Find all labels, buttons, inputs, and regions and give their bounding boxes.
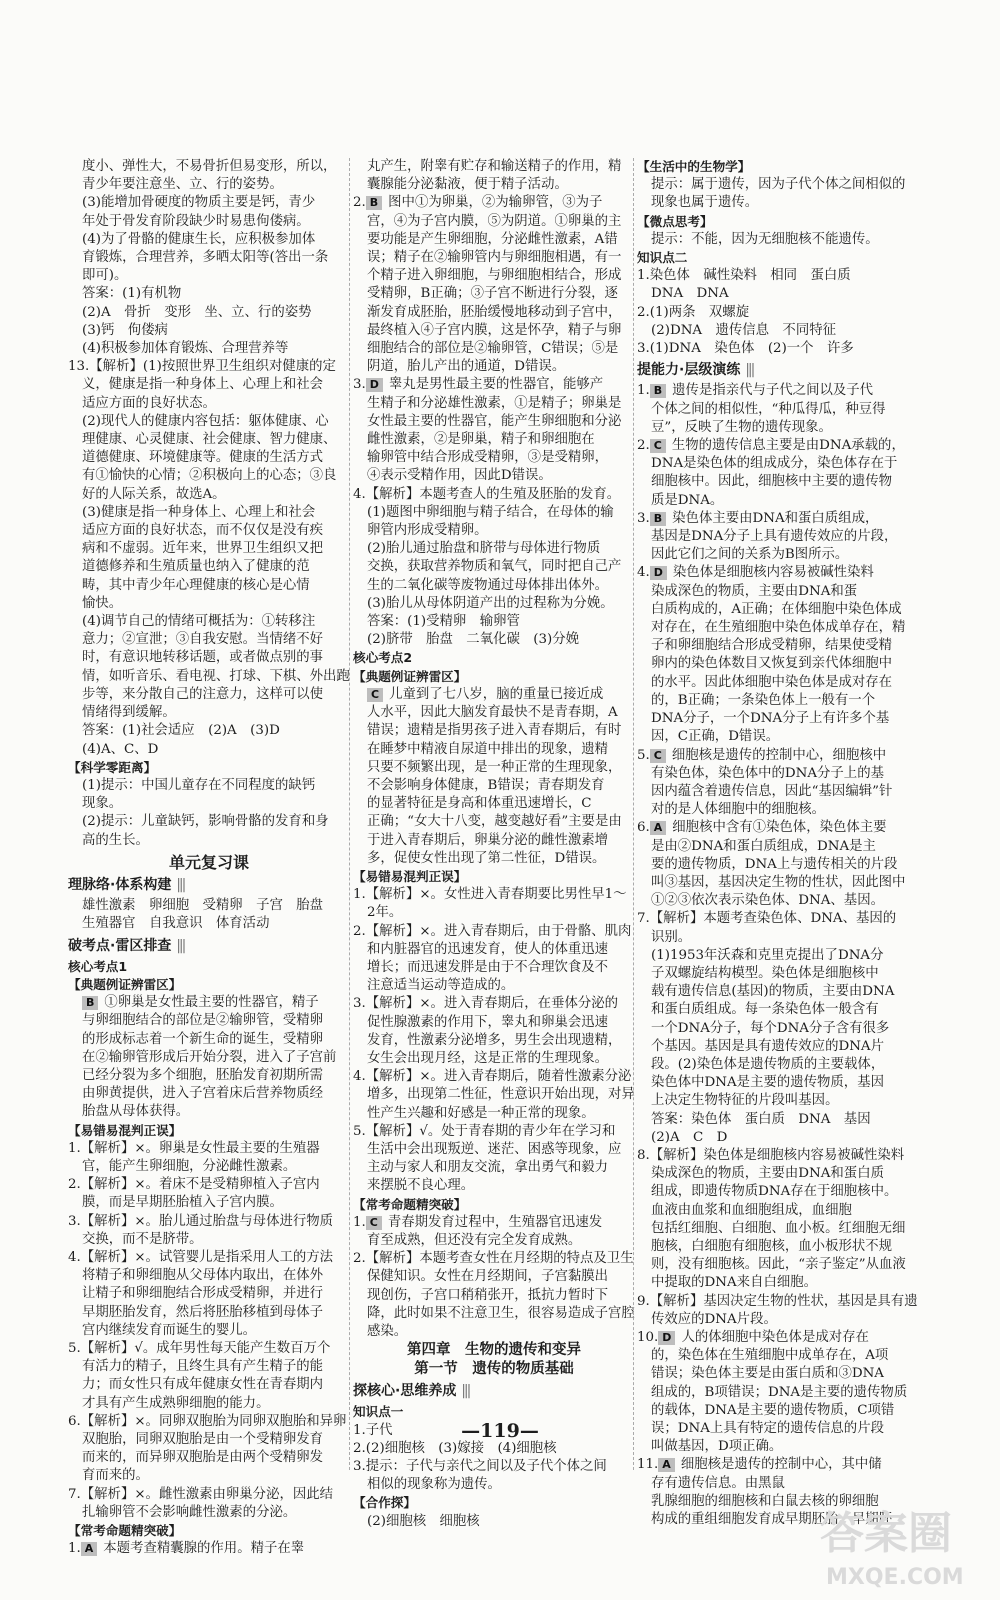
text-line: 因此它们之间的关系为B图所示。: [651, 547, 849, 563]
text-line: 相似的现象称为遗传。: [367, 1477, 501, 1493]
text-line: 染成深色的物质，主要由DNA和蛋白质: [651, 1166, 884, 1182]
text-line: 细胞核中。因此，细胞核中主要的遗传物: [651, 474, 893, 490]
text-line: 个精子进入卵细胞，与卵细胞相结合，形成: [367, 268, 622, 284]
text-line: [68, 1540, 350, 1558]
text-line: 细胞结合的部位是②输卵管，C错误；⑤是: [367, 341, 619, 357]
text-line-content: 图中①为卵巢，②为输卵管，③为子: [388, 195, 603, 211]
column-middle: [353, 158, 635, 1529]
text-line: 2.(2)细胞核 (3)嫁接 (4)细胞核: [353, 1440, 557, 1456]
text-line: (2)现代人的健康内容包括：躯体健康、心: [82, 413, 329, 429]
answer-box: A: [658, 1458, 675, 1472]
text-line: 而来的，而异卵双胞胎是由两个受精卵发: [82, 1450, 324, 1466]
text-line: 才具有产生成熟卵细胞的能力。: [82, 1395, 270, 1411]
text-line: 现象。: [82, 796, 123, 812]
text-line: 豆”，反映了生物的遗传现象。: [651, 419, 832, 435]
section-header-text: 破考点·雷区排查: [68, 937, 172, 954]
text-line: 的载体，DNA是主要的遗传物质，C项错: [651, 1402, 895, 1418]
text-line: 雌性激素，②是卵巢，精子和卵细胞在: [367, 432, 595, 448]
text-line: (2)细胞核 细胞核: [367, 1513, 480, 1529]
text-line: 阴道，胎儿产出的通道，D错误。: [367, 359, 566, 375]
text-line: 官，能产生卵细胞，分泌雌性激素。: [82, 1158, 297, 1174]
item-number: 2.: [637, 438, 650, 454]
text-line: [637, 819, 927, 837]
text-line-content: 儿童到了七八岁，脑的重量已接近成: [389, 686, 604, 702]
text-line: 载有遗传信息(基因)的物质，主要由DNA: [651, 984, 895, 1000]
answer-line: 答案：(1)有机物: [82, 286, 182, 302]
text-line: 和内脏器官的迅速发育，使人的体重迅速: [367, 941, 609, 957]
text-line: 最终植入④子宫内膜，这是怀孕，精子与卵: [367, 322, 622, 338]
text-line: 义，健康是指一种身体上、心理上和社会: [82, 377, 324, 393]
text-line: 上决定生物特征的片段叫基因。: [651, 1093, 839, 1109]
text-line: 则，没有细胞核。因此，“亲子鉴定”从血液: [651, 1257, 906, 1273]
sub-header: 知识点二: [637, 250, 688, 266]
text-line: 识别。: [651, 929, 692, 945]
text-line: 传效应的DNA片段。: [651, 1311, 777, 1327]
text-line: DNA DNA: [651, 286, 729, 302]
text-line: 感染。: [367, 1324, 408, 1339]
column-divider: [633, 158, 634, 1470]
text-line: 胞核，白细胞有细胞核，血小板形状不规: [651, 1238, 893, 1254]
question-13: 13.【解析】(1)按照世界卫生组织对健康的定: [68, 359, 336, 375]
text-line: 5.【解析】√。处于青春期的青少年在学习和: [353, 1123, 616, 1139]
text-line: 基因是DNA分子上具有遗传效应的片段，: [651, 529, 898, 545]
text-line: 叫做基因，D项正确。: [651, 1439, 783, 1455]
column-right: [637, 158, 927, 1528]
text-line: 1.【解析】×。卵巢是女性最主要的生殖器: [68, 1140, 320, 1156]
answer-box: D: [650, 566, 667, 580]
text-line: 要功能是产生卵细胞，分泌雌性激素，A错: [367, 231, 618, 247]
answer-line: 答案：染色体 蛋白质 DNA 基因: [651, 1111, 871, 1127]
text-line: 7.【解析】本题考查染色体、DNA、基因的: [637, 911, 897, 927]
text-line: 渐发育成胚胎，胚胎缓慢地移动到子宫中，: [367, 304, 622, 320]
text-line: 3.【解析】×。进入青春期后，在垂体分泌的: [353, 996, 619, 1012]
text-line: 的水平。因此体细胞中染色体是成对存在: [651, 674, 893, 690]
text-line: ①②③依次表示染色体、DNA、基因。: [651, 893, 884, 909]
text-line: [637, 564, 927, 582]
text-line: [637, 510, 927, 528]
text-line-content: ①卵巢是女性最主要的性器官，精子: [104, 995, 319, 1011]
text-line: 促性腺激素的作用下，睾丸和卵巢会迅速: [367, 1014, 609, 1030]
answer-box: C: [367, 688, 383, 702]
answer-box: C: [650, 749, 666, 763]
text-line: 白质构成的，A正确；在体细胞中染色体成: [651, 601, 902, 617]
text-line: 度小、弹性大，不易骨折但易变形，所以，: [82, 159, 337, 174]
text-line: 囊腺能分泌黏液，便于精子活动。: [367, 177, 568, 193]
text-line: 生精子和分泌雄性激素，①是精子；卵巢是: [367, 395, 622, 411]
text-line: 1.子代: [353, 1422, 393, 1438]
answer-line: 答案：(1)社会适应 (2)A (3)D: [82, 723, 280, 739]
text-line: 保健知识。女性在月经期间，子宫黏膜出: [367, 1269, 609, 1285]
text-line: 染色体中DNA是主要的遗传物质，基因: [651, 1075, 884, 1091]
text-line: 现创伤，子宫口稍稍张开，抵抗力暂时下: [367, 1287, 609, 1303]
text-line: 生的二氧化碳等废物通过母体排出体外。: [367, 577, 609, 593]
text-line: 1.染色体 碱性染料 相同 蛋白质: [637, 268, 851, 284]
section-header-text: 提能力·层级演练: [637, 362, 741, 379]
item-number: 1.: [637, 383, 650, 399]
text-line-content: 人的体细胞中染色体是成对存在: [681, 1330, 869, 1345]
text-line: 对的是人体细胞中的细胞核。: [651, 802, 826, 818]
section-header: 探核心·思维养成 |||: [353, 1383, 470, 1400]
text-line: 情，如听音乐、看电视、打球、下棋、外出跑: [82, 668, 350, 684]
text-line: 要的遗传物质，DNA上与遗传相关的片段: [651, 856, 898, 872]
text-line: 9.【解析】基因决定生物的性状，基因是具有遗: [637, 1293, 918, 1309]
text-line: 的显著特征是身高和体重迅速增长，C: [367, 796, 592, 812]
item-number: 10.: [637, 1330, 659, 1345]
item-number: 2.: [353, 195, 366, 211]
answer-box: A: [81, 1542, 98, 1556]
text-line: 叫③基因，基因决定生物的性状，因此图中: [651, 874, 906, 890]
item-number: 1.: [68, 1541, 81, 1557]
text-line: (1)提示：中国儿童存在不同程度的缺钙: [82, 777, 316, 793]
text-line: (1)题图中卵细胞与精子结合，在母体的输: [367, 504, 614, 520]
text-line: [637, 437, 927, 455]
text-line: 2.【解析】×。着床不是受精卵植入子宫内: [68, 1177, 320, 1193]
text-line-content: 青春期发育过程中，生殖器官迅速发: [387, 1214, 603, 1230]
text-line-content: 细胞核是遗传的控制中心，其中储: [680, 1457, 882, 1473]
text-line: 只要不频繁出现，是一种正常的生理现象，: [367, 759, 622, 775]
section-label: 【典题例证辨雷区】: [68, 976, 182, 992]
text-line: 有①愉快的心情；②积极向上的心态；③良: [82, 468, 337, 484]
text-line: 2.【解析】×。进入青春期后，由于骨骼、肌肉: [353, 923, 632, 939]
section-header-text: 理脉络·体系构建: [68, 876, 172, 893]
text-line: 增长；而迅速发胖是由于不合理饮食及不: [367, 959, 609, 975]
text-line: DNA是染色体的组成成分，染色体存在于: [651, 456, 898, 472]
text-line: 于进入青春期后，卵巢分泌的雌性激素增: [367, 832, 609, 848]
text-line: 育至成熟，但还没有完全发育成熟。: [367, 1232, 582, 1248]
text-line: (4)积极参加体育锻炼、合理营养等: [82, 341, 289, 357]
text-line: [637, 1329, 927, 1347]
text-line: 时，有意识地转移话题，或者做点别的事: [82, 650, 324, 666]
text-line: 因内蕴含着遗传信息，因此“基因编辑”针: [651, 783, 893, 799]
text-line: 理健康、心灵健康、社会健康、智力健康、: [82, 432, 337, 448]
answer-box: B: [82, 996, 98, 1010]
text-line: 3.提示：子代与亲代之间以及子代个体之间: [353, 1459, 607, 1475]
text-line-content: 染色体是细胞核内容易被碱性染料: [672, 565, 874, 581]
text-line: 宫内继续发育而诞生的婴儿。: [82, 1322, 257, 1338]
text-line: 和蛋白质组成。每一条染色体一般含有: [651, 1002, 879, 1018]
text-line: [637, 1456, 927, 1474]
text-line: 个体之间的相似性，“种瓜得瓜，种豆得: [651, 401, 886, 417]
text-line: 子和卵细胞结合形成受精卵，结果使受精: [651, 638, 893, 654]
sub-header: 核心考点1: [68, 958, 128, 974]
text-line: 育锻炼，合理营养，多晒太阳等(答出一条: [82, 250, 329, 266]
text-line: 4.【解析】本题考查人的生殖及胚胎的发育。: [353, 486, 621, 502]
text-line: (4)调节自己的情绪可概括为：①转移注: [82, 614, 316, 630]
text-line: (2)脐带 胎盘 二氧化碳 (3)分娩: [367, 632, 580, 648]
column-left: [68, 158, 350, 1557]
item-number: 5.: [637, 747, 650, 763]
section-label: 【常考命题精突破】: [353, 1196, 467, 1212]
text-line: 注意适当运动等造成的。: [367, 978, 515, 994]
text-line: 个基因。基因是具有遗传效应的DNA片: [651, 1038, 884, 1054]
text-line: 段。(2)染色体是遗传物质的主要载体，: [651, 1056, 885, 1072]
text-line: 提示：不能，因为无细胞核不能遗传。: [651, 231, 879, 247]
text-line: 道德修养和生殖质量也纳入了健康的范: [82, 559, 310, 575]
page-number: —119—: [461, 1420, 539, 1442]
section-label: 【生活中的生物学】: [637, 159, 751, 174]
answer-box: C: [650, 439, 666, 453]
text-line: 中提取的DNA来自白细胞。: [651, 1275, 818, 1291]
answer-box: B: [650, 384, 666, 398]
answer-box: D: [366, 378, 383, 392]
text-line-content: 睾丸是男性最主要的性器官，能够产: [388, 377, 604, 393]
text-line: 2.(1)两条 双螺旋: [637, 304, 750, 320]
text-line: (2)胎儿通过胎盘和脐带与母体进行物质: [367, 541, 601, 557]
section-label: 【典题例证辨雷区】: [353, 668, 467, 684]
unit-review-title: 单元复习课: [168, 852, 249, 872]
text-line: 血液由血浆和血细胞组成，血细胞: [651, 1202, 852, 1218]
text-line: 在②输卵管形成后开始分裂，进入了子宫前: [82, 1049, 337, 1065]
watermark-logo: [812, 1496, 982, 1592]
text-line: [353, 194, 635, 212]
watermark-site: MXQE.COM: [826, 1565, 964, 1590]
text-line: 一个DNA分子，每个DNA分子含有很多: [651, 1020, 890, 1036]
text-line: 降，此时如果不注意卫生，很容易造成子宫腔: [367, 1305, 635, 1321]
text-line: 发育，性激素分泌增多，男生会出现遗精，: [367, 1032, 622, 1048]
text-line: 交换，而不是脐带。: [82, 1231, 203, 1247]
section-header: 提能力·层级演练 |||: [637, 362, 754, 379]
text-line: 生活中会出现叛逆、迷茫、困惑等现象，应: [367, 1141, 622, 1157]
section-label: 【易错易混判正误】: [353, 868, 467, 884]
section-header: 理脉络·体系构建 |||: [68, 876, 185, 893]
text-line: (3)钙 佝偻病: [82, 322, 168, 338]
section-label: 【常考命题精突破】: [68, 1523, 182, 1539]
text-line: 7.【解析】×。雌性激素由卵巢分泌，因此结: [68, 1486, 334, 1502]
section-header: 破考点·雷区排查 |||: [68, 937, 185, 954]
text-line: 青少年要注意坐、立、行的姿势。: [82, 177, 283, 193]
text-line: 乳腺细胞的细胞核和白鼠去核的卵细胞: [651, 1493, 879, 1509]
column-divider: [349, 158, 350, 1470]
text-line: 组成的，B项错误；DNA是主要的遗传物质: [651, 1384, 908, 1400]
text-line: 道德健康、环境健康等。健康的生活方式: [82, 450, 324, 466]
text-line: 质是DNA。: [651, 492, 724, 508]
text-line: 现象也属于遗传。: [651, 195, 759, 211]
text-line: 胎盘从母体获得。: [82, 1104, 190, 1120]
text-line-content: 生物的遗传信息主要是由DNA承载的，: [671, 438, 905, 454]
text-line: 让精子和卵细胞结合形成受精卵，并进行: [82, 1286, 324, 1302]
text-line-content: 细胞核中含有①染色体，染色体主要: [672, 820, 887, 836]
answer-box: C: [366, 1216, 382, 1230]
text-line: 对存在，在生殖细胞中染色体成单存在，精: [651, 620, 906, 636]
text-line: 在睡梦中精液自尿道中排出的现象，遗精: [367, 741, 609, 757]
text-line: 受精卵，B正确；③子宫不断进行分裂，逐: [367, 286, 618, 302]
text-line: 性产生兴趣和好感是一种正常的现象。: [367, 1105, 595, 1121]
text-line: 情绪得到缓解。: [82, 705, 176, 721]
text-line-content: 细胞核是遗传的控制中心，细胞核中: [671, 747, 887, 763]
text-line: 女生会出现月经，这是正常的生理现象。: [367, 1050, 609, 1066]
text-line: 子双螺旋结构模型。染色体是细胞核中: [651, 965, 879, 981]
text-line: 8.【解析】染色体是细胞核内容易被碱性染料: [637, 1147, 905, 1163]
answer-line: 答案：(1)受精卵 输卵管: [367, 614, 520, 630]
text-line: 包括红细胞、白细胞、血小板。红细胞无细: [651, 1220, 906, 1236]
text-line: [637, 747, 927, 765]
text-line: 将精子和卵细胞从父母体内取出，在体外: [82, 1268, 324, 1284]
text-line: 6.【解析】×。同卵双胞胎为同卵双胞胎和异卵: [68, 1413, 347, 1429]
item-number: 11.: [637, 1457, 659, 1473]
item-number: 4.: [637, 565, 650, 581]
section-label: 【易错易混判正误】: [68, 1122, 182, 1138]
text-line: (4)A、C、D: [82, 741, 159, 757]
text-line: (2)提示：儿童缺钙，影响骨骼的发育和身: [82, 814, 329, 830]
section-header-text: 探核心·思维养成: [353, 1383, 457, 1400]
text-line: (2)DNA 遗传信息 不同特征: [651, 322, 836, 338]
text-line: 宫，④为子宫内膜，⑤为阴道。①卵巢的主: [367, 213, 622, 229]
text-line: 误；精子在②输卵管内与卵细胞相遇，有一: [367, 250, 622, 266]
watermark-text: 答案圈: [820, 1508, 952, 1559]
text-line: 适应方面的良好状态。: [82, 395, 216, 411]
text-line: 膜，而是早期胚胎植入子宫内膜。: [82, 1195, 283, 1211]
text-line: 的，B正确；一条染色体上一般有一个: [651, 692, 876, 708]
text-line: 年处于骨发育阶段缺少时易患佝偻病。: [82, 213, 310, 229]
text-line: ④表示受精作用，因此D错误。: [367, 468, 552, 484]
text-line: 增多，出现第二性征，性意识开始出现，对异: [367, 1087, 635, 1103]
text-line: 早期胚胎发育，然后将胚胎移植到母体子: [82, 1304, 324, 1320]
text-line-content: 染色体主要由DNA和蛋白质组成，: [672, 510, 879, 526]
text-line: 主动与家人和朋友交流，拿出勇气和毅力: [367, 1160, 609, 1176]
text-line: [353, 376, 635, 394]
text-line: (2)A 骨折 变形 坐、立、行的姿势: [82, 304, 312, 320]
text-line: 人水平，因此大脑发育最快不是青春期，A: [367, 705, 618, 721]
text-line: 误；DNA上具有特定的遗传信息的片段: [651, 1421, 884, 1437]
item-number: 3.: [637, 510, 650, 526]
text-line: 雄性激素 卵细胞 受精卵 子宫 胎盘: [82, 898, 324, 914]
text-line: 1.【解析】×。女性进入青春期要比男性早1～: [353, 887, 627, 903]
text-line: 因，C正确，D错误。: [651, 729, 780, 745]
sub-header: 知识点一: [353, 1404, 404, 1420]
text-line: 卵内的染色体数目又恢复到亲代体细胞中: [651, 656, 893, 672]
text-line: 由卵黄提供，进入子宫着床后营养物质经: [82, 1086, 324, 1102]
text-line: 5.【解析】√。成年男性每天能产生数百万个: [68, 1341, 331, 1356]
text-line: 适应方面的良好状态，而不仅仅是没有疾: [82, 523, 324, 539]
text-line: [353, 1214, 635, 1232]
text-line: 病和不虚弱。近年来，世界卫生组织又把: [82, 541, 324, 557]
text-line: (4)为了骨骼的健康生长，应积极参加体: [82, 231, 316, 247]
text-line: 不会影响身体健康，B错误；青春期发育: [367, 777, 605, 793]
text-line: 存有遗传信息。由黑鼠: [651, 1475, 785, 1491]
text-line: 双胞胎，同卵双胞胎是由一个受精卵发育: [82, 1432, 324, 1448]
text-line: 4.【解析】×。试管婴儿是指采用人工的方法: [68, 1249, 334, 1265]
text-line: 有活力的精子，且终生具有产生精子的能: [82, 1359, 324, 1375]
text-line: 与卵细胞结合的部位是②输卵管，受精卵: [82, 1013, 324, 1029]
text-line: (3)胎儿从母体阴道产出的过程称为分娩。: [367, 595, 614, 611]
text-line: 来摆脱不良心理。: [367, 1178, 475, 1194]
text-line: 好的人际关系，故选A。: [82, 486, 226, 502]
text-line: [637, 382, 927, 400]
text-line: (3)能增加骨硬度的物质主要是钙，青少: [82, 195, 316, 211]
item-number: 6.: [637, 820, 650, 836]
text-line: 步等，来分散自己的注意力，这样可以使: [82, 686, 324, 702]
text-line: 错误；染色体主要是由蛋白质和③DNA: [651, 1366, 884, 1382]
text-line-content: 遗传是指亲代与子代之间以及子代: [672, 383, 874, 399]
text-line: 女性最主要的性器官，能产生卵细胞和分泌: [367, 413, 622, 429]
text-line: 输卵管中结合形成受精卵，③是受精卵，: [367, 450, 609, 466]
text-line: 2年。: [367, 905, 403, 921]
answer-box: A: [650, 821, 667, 835]
text-line: 的形成标志着一个新生命的诞生，受精卵: [82, 1031, 324, 1047]
text-line-content: 本题考查精囊腺的作用。精子在睾: [103, 1541, 305, 1557]
text-line: DNA分子，一个DNA分子上有许多个基: [651, 711, 890, 727]
section-label: 【合作探】: [353, 1495, 416, 1511]
section-title: 第一节 遗传的物质基础: [414, 1361, 574, 1378]
text-line: (2)A C D: [651, 1129, 728, 1145]
text-line: 扎输卵管不会影响雌性激素的分泌。: [82, 1504, 297, 1520]
text-line: (1)1953年沃森和克里克提出了DNA分: [651, 947, 884, 963]
answer-box: B: [366, 196, 382, 210]
text-line: 3.(1)DNA 染色体 (2)一个 许多: [637, 341, 854, 357]
answer-box: B: [650, 512, 666, 526]
text-line: [68, 994, 350, 1012]
text-line: 是由②DNA和蛋白质组成，DNA是主: [651, 838, 876, 854]
text-line: 染成深色的物质，主要由DNA和蛋: [651, 583, 858, 599]
text-line: 正确；“女大十八变，越变越好看”主要是由: [367, 814, 622, 830]
text-line: 丸产生，附睾有贮存和输送精子的作用，精: [367, 159, 622, 174]
text-line: 卵管内形成受精卵。: [367, 523, 488, 539]
text-line: 有染色体，染色体中的DNA分子上的基: [651, 765, 884, 781]
section-label: 【微点思考】: [637, 213, 713, 229]
text-line: 组成，即遗传物质DNA存在于细胞核中。: [651, 1184, 898, 1200]
text-line: 意力；②宣泄；③自我安慰。当情绪不好: [82, 632, 324, 648]
text-line: 4.【解析】×。进入青春期后，随着性激素分泌: [353, 1069, 632, 1085]
text-line: 力；而女性只有成年健康女性在青春期内: [82, 1377, 324, 1393]
text-line: [353, 686, 635, 704]
text-line: 高的生长。: [82, 832, 149, 848]
answer-box: D: [658, 1331, 675, 1345]
text-line: 愉快。: [82, 595, 123, 611]
text-line: 交换，获取营养物质和氧气，同时把自己产: [367, 559, 622, 575]
text-line: 已经分裂为多个细胞，胚胎发育初期所需: [82, 1067, 324, 1083]
item-number: 3.: [353, 377, 366, 393]
section-label: 【科学零距离】: [68, 759, 157, 775]
text-line: 3.【解析】×。胎儿通过胎盘与母体进行物质: [68, 1213, 334, 1229]
item-number: 1.: [353, 1214, 366, 1230]
text-line: 2.【解析】本题考查女性在月经期的特点及卫生: [353, 1251, 634, 1267]
text-line: 错误；遗精是指男孩子进入青春期后，有时: [367, 723, 622, 739]
text-line: 育而来的。: [82, 1468, 149, 1484]
text-line: 生殖器官 自我意识 体育活动: [82, 916, 270, 932]
text-line: 畴，其中青少年心理健康的核心是心情: [82, 577, 310, 593]
text-line: 多，促使女性出现了第二性征，D错误。: [367, 850, 606, 866]
text-line: 构成的重组细胞发育成早期胚胎，早期胚: [651, 1512, 893, 1528]
sub-header: 核心考点2: [353, 650, 413, 666]
chapter-title: 第四章 生物的遗传和变异: [407, 1342, 581, 1359]
text-line: 的，染色体在生殖细胞中成单存在，A项: [651, 1348, 889, 1364]
text-line: (3)健康是指一种身体上、心理上和社会: [82, 504, 316, 520]
text-line: 即可)。: [82, 268, 128, 284]
text-line: 提示：属于遗传，因为子代个体之间相似的: [651, 177, 906, 193]
